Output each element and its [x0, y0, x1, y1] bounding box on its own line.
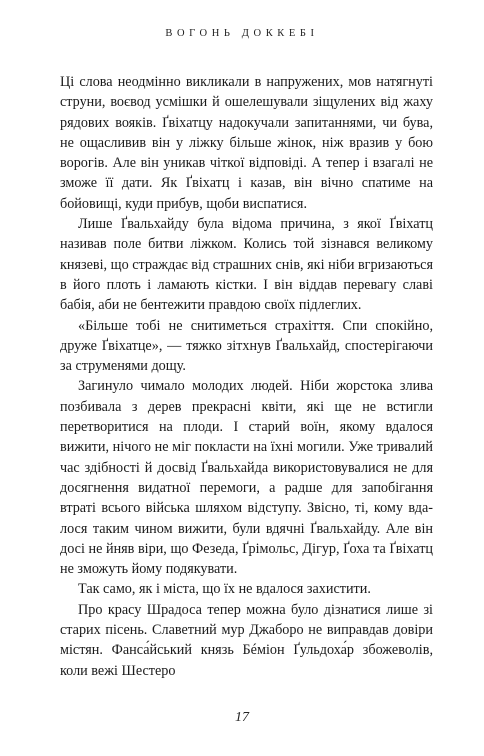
- paragraph-3: «Більше тобі не снитиметься страхіття. Спи спокійно, друже Ґвіхатце», — тяжко зітхнув Ґвальхайд, спостерігаючи за струменями дощу.: [60, 317, 433, 375]
- paragraph-1: Ці слова неодмінно викликали в напружених, мов натягнуті струни, воєвод усмішки й ошелешували зіщулених від жаху рядових вояків. Ґвіхатцу надокучали запитаннями, чи бува, не ощасливив він у ліжку більше жінок, ніж вразив у бою ворогів. Але він уникав чіткої відповіді. А тепер і взагалі не зможе її дати. Як Ґвіхатц і казав, він вічно спатиме на бойовищі, куди прибув, щоби виспатися.: [60, 74, 433, 212]
- body-text: [60, 72, 433, 681]
- paragraph-6: Про красу Шрадоса тепер можна було дізнатися лише зі старих пісень. Славетний мур Джаборо не виправдав довіри містян. Фанса́йський князь Бéміон Ґульдоха́р збожеволів, коли вежі Шестеро: [60, 601, 433, 679]
- running-head: ВОГОНЬ ДОККЕБІ: [165, 28, 319, 39]
- page-number: 17: [235, 710, 249, 725]
- paragraph-5: Так само, як і міста, що їх не вдалося захистити.: [78, 581, 371, 598]
- paragraph-4: Загинуло чимало молодих людей. Ніби жорстока злива позбивала з дерев прекрасні квіти, які ще не встигли перетворитися на плоди. І старий воїн, якому вдалося вижити, нічого не міг покласти на їхні могили. Уже тривалий час здібності й досвід Ґвальхайда використовувалися не для досягнення видатної перемоги, а радше для запобігання втраті всього війська шляхом відступу. Звісно, ті, кому вдалося таким чином вижити, були вдячні Ґвальхайду. Але він досі не йняв віри, що Фезеда, Ґрімольс, Дігур, Ґоха та Ґвіхатц не зможуть йому подякувати.: [60, 378, 433, 578]
- paragraph-2: Лише Ґвальхайду була відома причина, з якої Ґвіхатц називав поле битви ліжком. Колись той зізнався великому князеві, що страждає від страшних снів, які ніби вгризаються в його плоть і ламають кістки. І він віддав перевагу славі бабія, аби не бентежити правдою своїх підлеглих.: [60, 216, 433, 314]
